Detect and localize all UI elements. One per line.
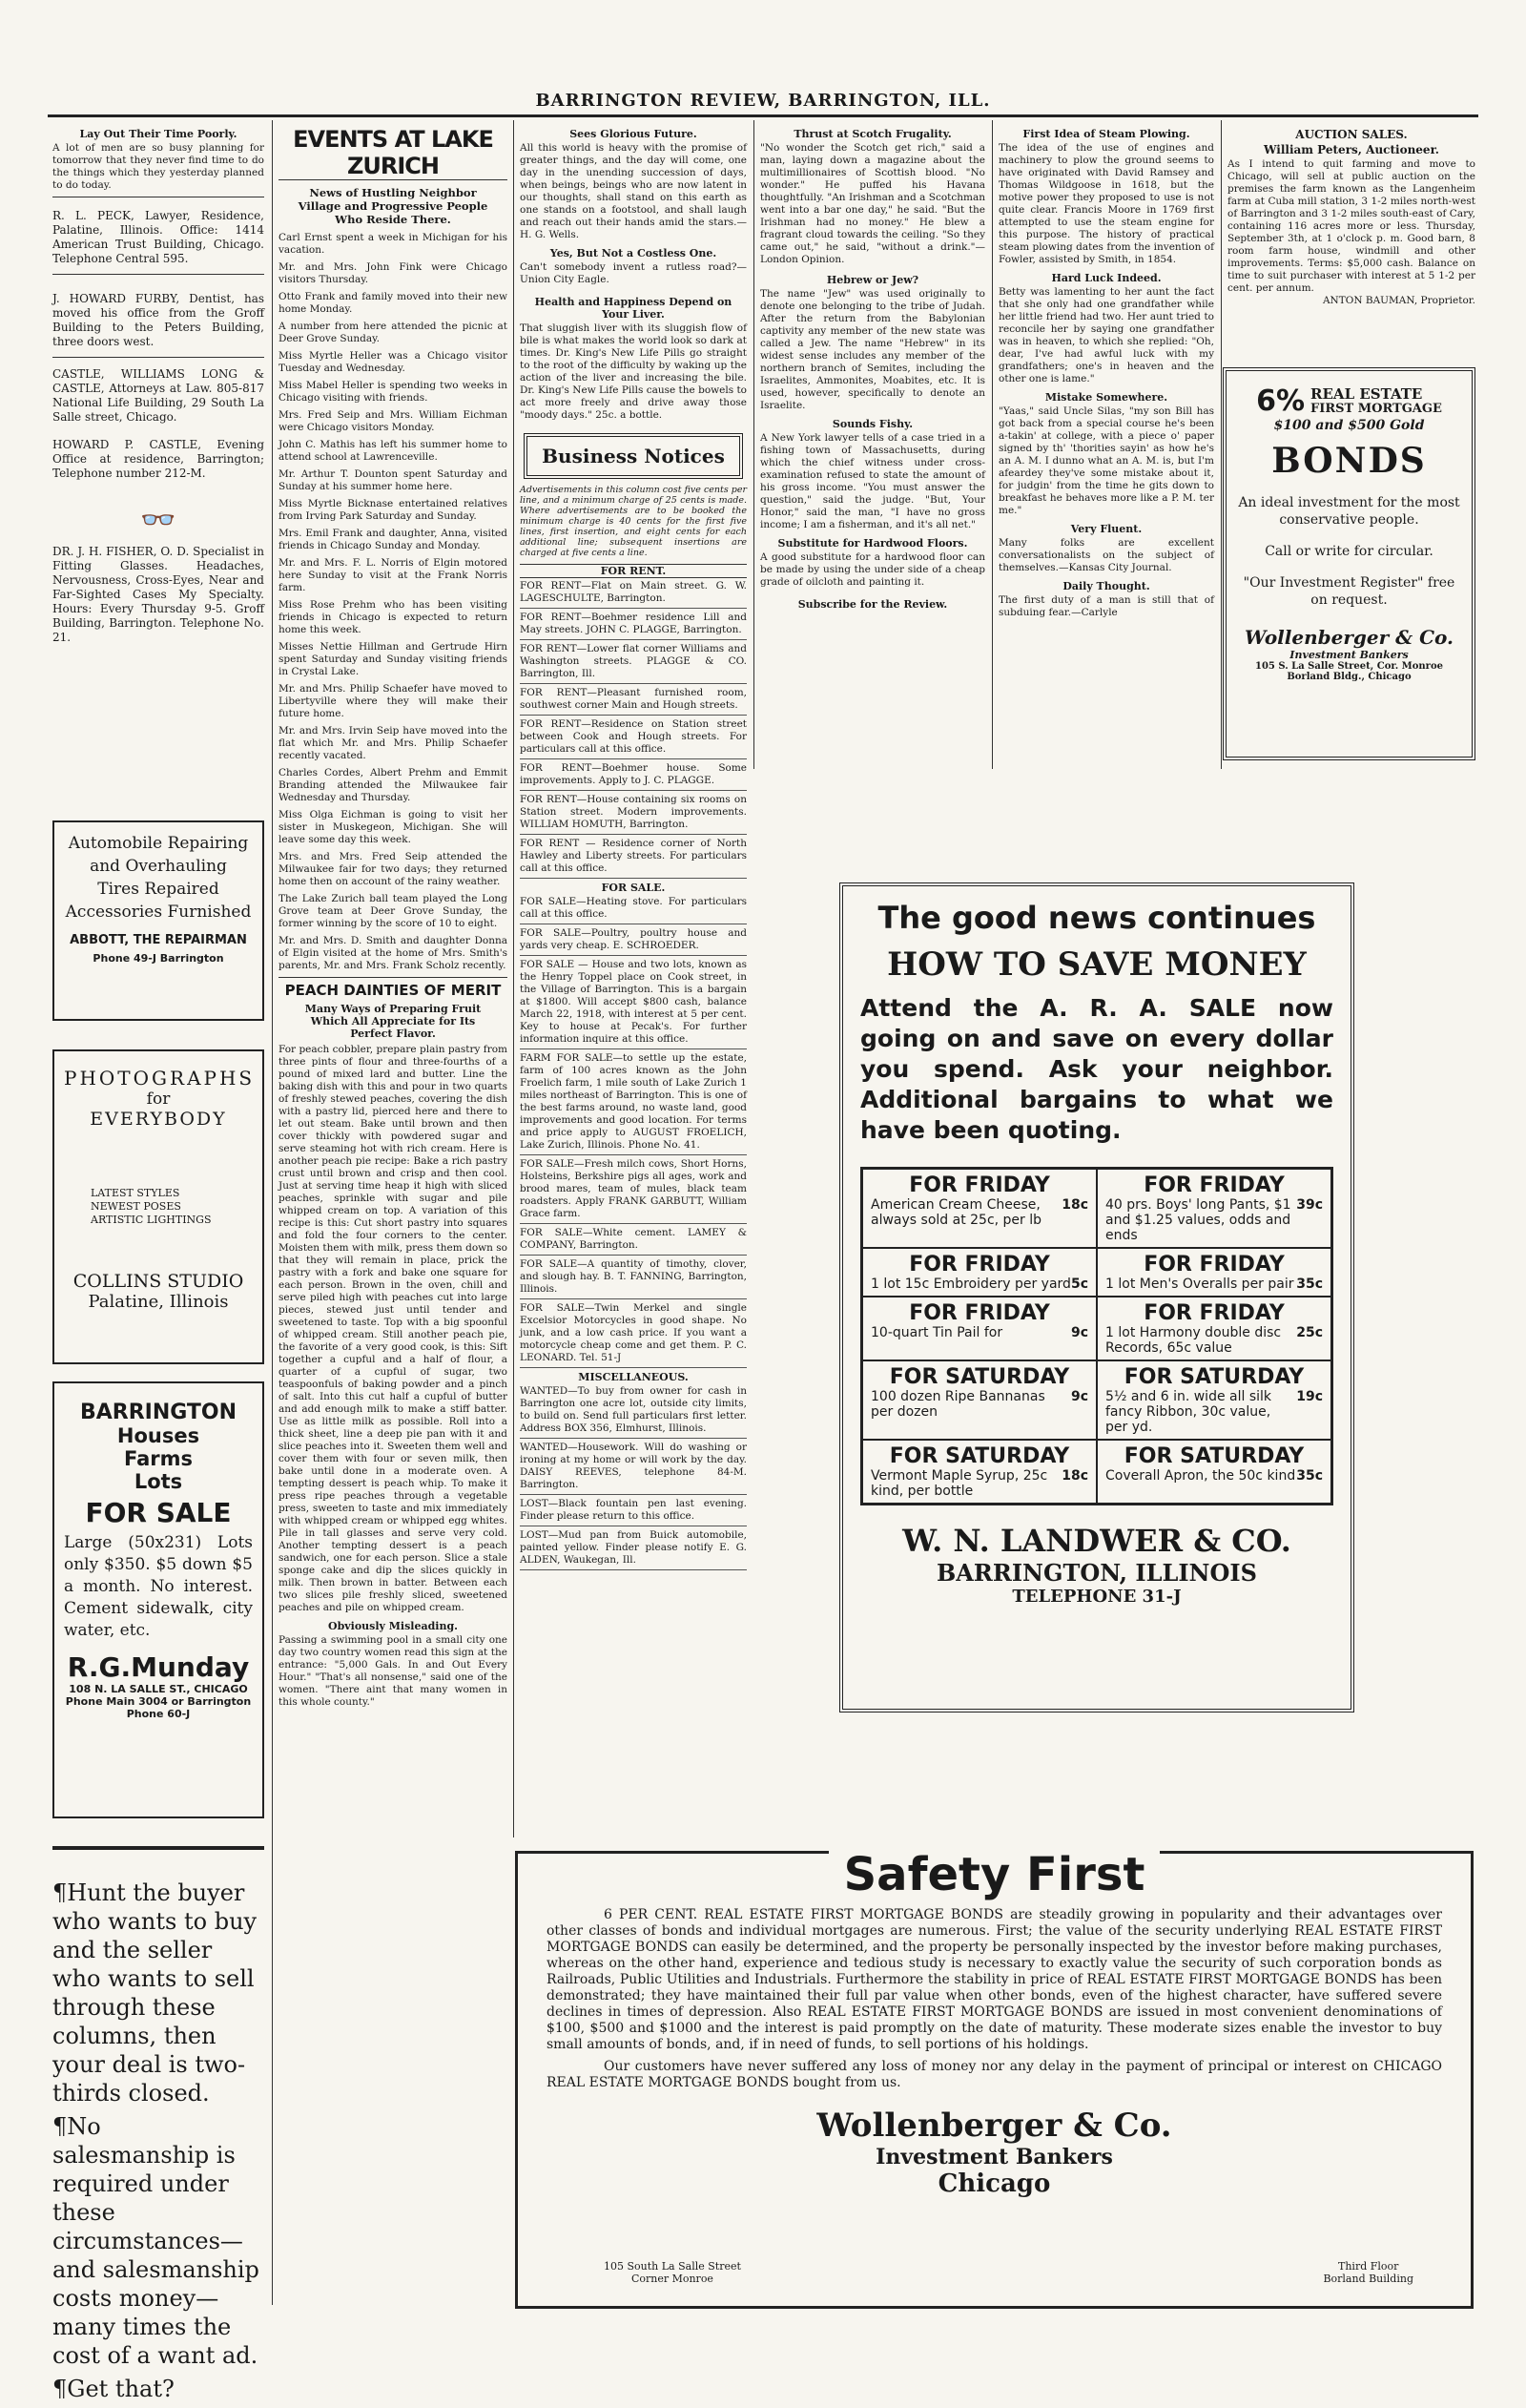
- column-rule: [753, 120, 754, 769]
- safety-first-ad: [515, 1848, 1474, 2309]
- for-sale-item: FOR SALE—Fresh milch cows, Short Horns, Holsteins, Berkshire pigs all ages, work and brood mares, team of mules, black team roadsters. Apply FRANK GARBUTT, William Grace farm.: [520, 1158, 747, 1224]
- safety-address-line: Corner Monroe: [630, 2273, 713, 2285]
- steam-title: First Idea of Steam Plowing.: [1022, 128, 1190, 140]
- lake-zurich-item: Miss Myrtle Bicknase entertained relatives from Irving Park Saturday and Sunday.: [278, 498, 507, 522]
- sale-item-description: American Cream Cheese, always sold at 25c, per lb: [871, 1197, 1042, 1228]
- sale-item: [862, 1297, 1097, 1360]
- landwer-firm: W. N. LANDWER & CO.: [902, 1523, 1291, 1559]
- misleading-text: Passing a swimming pool in a small city one day two country women read this sign at the entrance: "5,000 Gals. In and Out Every Hour." "That's all nonsense," said one of the women. "There aint that many women in this whole county.": [278, 1634, 507, 1708]
- column-3: [520, 126, 747, 1573]
- munday-line-1: BARRINGTON: [79, 1401, 237, 1424]
- howard-castle-card: HOWARD P. CASTLE, Evening Office at residence, Barrington; Telephone number 212-M.: [52, 438, 264, 480]
- business-notices-rates: Advertisements in this column cost five cents per line, and a minimum charge of 25 cents is made. Where advertisements are to be booked the minimum charge is 40 cents for the first five lines, first insertion, and eight cents for each additional line; subsequent insertions are charged at five cents a line.: [520, 485, 747, 558]
- sale-item: [1097, 1360, 1331, 1440]
- furby-card: J. HOWARD FURBY, Dentist, has moved his office from the Groff Building to the Peters Building, three doors west.: [52, 292, 264, 348]
- sale-item-description: 100 dozen Ripe Bannanas per dozen: [871, 1389, 1045, 1420]
- abbott-line-2: Tires Repaired: [97, 880, 219, 899]
- miscellaneous-item: LOST—Black fountain pen last evening. Finder please return to this office.: [520, 1498, 747, 1526]
- safety-address-left: [604, 2260, 741, 2285]
- bonds-address-1: 105 S. La Salle Street, Cor. Monroe: [1255, 661, 1443, 672]
- hunt-paragraph-1: ¶Hunt the buyer who wants to buy and the seller who wants to sell through these columns, then your deal is two-thirds closed.: [52, 1879, 258, 2107]
- auction-subtitle: William Peters, Auctioneer.: [1264, 143, 1439, 156]
- eyeglasses-icon: 👓: [140, 504, 176, 537]
- fluent-title: Very Fluent.: [1070, 523, 1143, 535]
- miscellaneous-list: [520, 1385, 747, 1570]
- peach-title: PEACH DAINTIES OF MERIT: [278, 977, 507, 999]
- lake-zurich-item: Otto Frank and family moved into their new home Monday.: [278, 291, 507, 315]
- for-rent-item: FOR RENT—House containing six rooms on Station street. Modern improvements. WILLIAM HOMUTH, Barrington.: [520, 794, 747, 835]
- want-ad-promo: [52, 1846, 264, 2408]
- for-rent-item: FOR RENT—Flat on Main street. G. W. LAGESCHULTE, Barrington.: [520, 580, 747, 609]
- hebrew-text: The name "Jew" was used originally to denote one belonging to the tribe of Judah. After the return from the Babylonian captivity any member of the new state was called a Jew. The name "Hebrew" in its widest sense includes any member of the northern branch of Semites, including the Israelites, Ammonites, Moabites, etc. It is used, however, specifically to denote an Israelite.: [760, 288, 985, 411]
- miscellaneous-item: WANTED—To buy from owner for cash in Barrington one acre lot, outside city limits, to build on. Send full particulars first letter. Address BOX 356, Elmhurst, Illinois.: [520, 1385, 747, 1439]
- lake-zurich-item: Miss Myrtle Heller was a Chicago visitor Tuesday and Wednesday.: [278, 350, 507, 374]
- sale-item-description: 1 lot 15c Embroidery per yard: [871, 1277, 1071, 1292]
- photo-line-3: EVERYBODY: [90, 1109, 227, 1130]
- landwer-telephone: TELEPHONE 31-J: [1012, 1587, 1182, 1607]
- lake-zurich-item: Misses Nettie Hillman and Gertrude Hirn spent Saturday and Sunday visiting friends in Crystal Lake.: [278, 641, 507, 677]
- sounds-text: A New York lawyer tells of a case tried in a fishing town of Massachusetts, during which the chief witness under cross-examination refused to state the amount of his gross income. "You must answer the question," said the judge. "But, Your Honor," said the man, "I have no gross income; I am a fisherman, and it's all net.": [760, 432, 985, 530]
- events-title: EVENTS AT LAKE ZURICH: [278, 126, 507, 180]
- sale-item-price: 19c: [1296, 1389, 1323, 1404]
- munday-for-sale: FOR SALE: [85, 1497, 232, 1528]
- lay-out-title: Lay Out Their Time Poorly.: [79, 128, 237, 140]
- sale-item-price: 9c: [1070, 1325, 1088, 1340]
- sale-item: [1097, 1248, 1331, 1297]
- abbott-line-1: Automobile Repairing and Overhauling: [68, 834, 249, 876]
- steam-text: The idea of the use of engines and machinery to plow the ground seems to have originated with David Ramsey and Thomas Wildgoose in 1618, but the motive power they proposed to use is not quite clear. Francis Moore in 1769 first attempted to use the steam engine for this purpose. The history of practical steam plowing dates from the invention of Fowler, assisted by Smith, in 1854.: [999, 142, 1214, 265]
- lake-zurich-item: Miss Mabel Heller is spending two weeks in Chicago visiting with friends.: [278, 380, 507, 404]
- for-rent-item: FOR RENT—Boehmer residence Lill and May streets. JOHN C. PLAGGE, Barrington.: [520, 612, 747, 640]
- bonds-address-2: Borland Bldg., Chicago: [1287, 672, 1412, 682]
- peck-card: R. L. PECK, Lawyer, Residence, Palatine, Illinois. Office: 1414 American Trust Building, Chicago. Telephone Central 595.: [52, 209, 264, 265]
- hunt-paragraph-2: ¶No salesmanship is required under these circumstances—and salesmanship costs money—many times the cost of a want ad.: [52, 2113, 259, 2369]
- sale-item-price: 35c: [1296, 1468, 1323, 1484]
- safety-investment: Investment Bankers: [876, 2145, 1113, 2169]
- sale-item: [862, 1440, 1097, 1504]
- fluent-text: Many folks are excellent conversationalists on the subject of themselves.—Kansas City Journal.: [999, 537, 1214, 573]
- landwer-city: BARRINGTON, ILLINOIS: [937, 1559, 1257, 1587]
- bonds-ideal: An ideal investment for the most conservative people.: [1238, 495, 1460, 528]
- hebrew-title: Hebrew or Jew?: [826, 274, 919, 286]
- sale-item-description: 1 lot Harmony double disc Records, 65c value: [1105, 1325, 1282, 1356]
- auction-signature: ANTON BAUMAN, Proprietor.: [1322, 295, 1475, 306]
- sale-item-price: 5c: [1070, 1277, 1088, 1292]
- bonds-investment: Investment Bankers: [1289, 649, 1409, 661]
- safety-title: Safety First: [829, 1848, 1161, 1901]
- daily-thought-text: The first duty of a man is still that of subduing fear.—Carlyle: [999, 594, 1214, 618]
- lake-zurich-item: A number from here attended the picnic at Deer Grove Sunday.: [278, 321, 507, 344]
- column-rule: [992, 120, 993, 769]
- sale-item-description: 10-quart Tin Pail for: [871, 1325, 1003, 1340]
- auction-title: AUCTION SALES.: [1295, 128, 1408, 141]
- lake-zurich-item: Mr. and Mrs. Irvin Seip have moved into the flat which Mr. and Mrs. Philip Schaefer recently vacated.: [278, 725, 507, 761]
- lake-zurich-item: John C. Mathis has left his summer home to attend school at Lawrenceville.: [278, 439, 507, 463]
- peach-text: For peach cobbler, prepare plain pastry from three pints of flour and three-fourths of a pound of mixed lard and butter. Line the baking dish with this and pour in two quarts of freshly stewed peaches, covering the dish with a pastry lid, pierced here and there to let out steam. Bake until brown and then cover thickly with powdered sugar and serve steaming hot with rich cream. Here is another peach pie recipe: Bake a rich pastry crust until brown and crisp and then cool. Just at serving time heap it high with sliced peaches, sprinkle with sugar and pile whipped cream on top. A variation of this recipe is this: Cut short pastry into squares and fold the four corners to the center. Moisten them with milk, press them down so that they will remain in place, prick the pastry with a fork and bake one square for each person. Brown in the oven, chill and serve piled high with peaches cut into large pieces, stewed just until tender and sweetened to taste. Top with a big spoonful of whipped cream. Still another peach pie, the favorite of a very good cook, is this: Sift together a cupful and a half of flour, a quarter of a cupful of sugar, two teaspoonfuls of baking powder and a pinch of salt. Into this cut half a cupful of butter and add enough milk to make a stiff batter. Use as little milk as possible. Roll into a thick sheet, line a deep pie pan with it and slice peaches into it. Sweeten them well and cover them with four or seven milk, then bake until done in a moderate oven. A tempting dessert is peach whip. To make it press ripe peaches through a vegetable press, sweeten to taste and mix immediately with whipped cream or whipped egg whites. Pile in tall glasses and serve very cold. Another tempting dessert is a peach sandwich, one for each person. Slice a stale sponge cake and dip the slices quickly in milk. Then brown in batter. Between each two slices pile freshly sliced, sweetened peaches and pile on whipped cream.: [278, 1044, 507, 1613]
- lake-zurich-item: Mrs. Fred Seip and Mrs. William Eichman were Chicago visitors Monday.: [278, 409, 507, 433]
- sale-item: [1097, 1297, 1331, 1360]
- for-sale-item: FOR SALE—Poultry, poultry house and yards very cheap. E. SCHROEDER.: [520, 927, 747, 956]
- sale-item-description: 1 lot Men's Overalls per pair: [1105, 1277, 1294, 1292]
- lake-zurich-item: Mrs. Emil Frank and daughter, Anna, visited friends in Chicago Sunday and Monday.: [278, 528, 507, 551]
- miscellaneous-item: LOST—Mud pan from Buick automobile, painted yellow. Finder please notify E. G. ALDEN, Waukegan, Ill.: [520, 1529, 747, 1570]
- safety-paragraph-2: Our customers have never suffered any loss of money nor any delay in the payment of principal or interest on CHICAGO REAL ESTATE MORTGAGE BONDS bought from us.: [546, 2059, 1442, 2090]
- events-items: [278, 232, 507, 972]
- substitute-title: Substitute for Hardwood Floors.: [777, 537, 968, 550]
- column-rule: [513, 120, 514, 1837]
- for-sale-item: FARM FOR SALE—to settle up the estate, farm of 100 acres known as the John Froelich farm, 1 mile south of Lake Zurich 1 miles northeast of Barrington. This is one of the best farms around, no waste land, good improvements and good location. For terms and price apply to AUGUST FROELICH, Lake Zurich, Illinois. Phone No. 41.: [520, 1052, 747, 1155]
- sale-item-price: 39c: [1296, 1197, 1323, 1213]
- sees-title: Sees Glorious Future.: [569, 128, 697, 140]
- sale-item-day: FOR FRIDAY: [909, 1253, 1050, 1277]
- bonds-firm: Wollenberger & Co.: [1245, 626, 1454, 649]
- munday-terms: Large (50x231) Lots only $350. $5 down $5 a month. No interest. Cement sidewalk, city water, etc.: [64, 1533, 253, 1640]
- thrust-text: "No wonder the Scotch get rich," said a man, laying down a magazine about the multimillionaires of Scottish blood. "No wonder." He puffed his Havana thoughtfully. "An Irishman and a Scotchman went into a bar one day," he said. "But the Irishman had no money." He blew a fragrant cloud towards the ceiling. "So they came out," he said, "without a drink."—London Opinion.: [760, 142, 985, 265]
- sale-item-day: FOR SATURDAY: [1124, 1444, 1305, 1468]
- hard-luck-text: Betty was lamenting to her aunt the fact that she only had one grandfather while her little friend had two. Her aunt tried to reconcile her by saying one grandfather was in heaven, to which she replied: "Oh, dear, I've had awful luck with my grandfathers; one's in heaven and the other one is lame.": [999, 286, 1214, 384]
- bonds-register: "Our Investment Register" free on request.: [1243, 575, 1455, 608]
- sounds-title: Sounds Fishy.: [832, 418, 914, 430]
- munday-phone-2: Phone 60-J: [126, 1708, 191, 1720]
- sees-text: All this world is heavy with the promise of greater things, and the day will come, one day in the unending succession of days, when beings, beings who are now latent in our thoughts, shall stand on this earth as one stands on a footstool, and shall laugh and reach out their hands amid the stars.—H. G. Wells.: [520, 142, 747, 240]
- for-rent-item: FOR RENT — Residence corner of North Hawley and Liberty streets. For particulars call at this office.: [520, 838, 747, 879]
- bonds-gold: $100 and $500 Gold: [1273, 418, 1425, 433]
- sale-item-price: 18c: [1062, 1197, 1088, 1213]
- landwer-save-money: HOW TO SAVE MONEY: [887, 945, 1307, 984]
- column-5: [999, 126, 1214, 619]
- sale-item-price: 25c: [1296, 1325, 1323, 1340]
- for-rent-item: FOR RENT—Lower flat corner Williams and Washington streets. PLAGGE & CO. Barrington, Ill.: [520, 643, 747, 684]
- bonds-first-mortgage: FIRST MORTGAGE: [1310, 401, 1442, 416]
- photo-line-4: LATEST STYLES: [91, 1187, 180, 1199]
- collins-studio-ad: [52, 1049, 264, 1364]
- castle-card: CASTLE, WILLIAMS LONG & CASTLE, Attorneys at Law. 805-817 National Life Building, 29 South La Salle street, Chicago.: [52, 367, 264, 424]
- abbott-ad: [52, 820, 264, 1021]
- sale-item: [862, 1248, 1097, 1297]
- safety-city: Chicago: [938, 2169, 1051, 2198]
- peach-subtitle: Many Ways of Preparing Fruit Which All Appreciate for Its Perfect Flavor.: [304, 1003, 482, 1040]
- mistake-title: Mistake Somewhere.: [1044, 391, 1168, 404]
- sale-item-day: FOR SATURDAY: [889, 1365, 1070, 1389]
- sale-item-price: 35c: [1296, 1277, 1323, 1292]
- yes-title: Yes, But Not a Costless One.: [549, 247, 717, 259]
- photo-line-8: Palatine, Illinois: [88, 1292, 229, 1312]
- bonds-real-estate: REAL ESTATE: [1310, 384, 1423, 403]
- safety-paragraph-1: 6 PER CENT. REAL ESTATE FIRST MORTGAGE BONDS are steadily growing in popularity and their advantages over other classes of bonds and individual mortgages are numerous. First; the value of the security underlying REAL ESTATE FIRST MORTGAGE BONDS can easily be determined, and the property be personally inspected by the investor before making purchases, whereas on the other hand, experience and tedious study is necessary to exactly value the security of such corporation bonds as Railroads, Public Utilities and Industrials. Furthermore the stability in price of REAL ESTATE FIRST MORTGAGE BONDS has been demonstrated; they have maintained their full par value when other bonds, even of the highest character, have suffered severe declines in times of depression. Also REAL ESTATE FIRST MORTGAGE BONDS are issued in most convenient denominations of $100, $500 and $1000 and the interest is paid promptly on the date of maturity. These moderate sizes enable the investor to buy small amounts of bonds, and, if in need of funds, to sell portions of his holdings.: [546, 1907, 1442, 2052]
- column-rule: [272, 120, 273, 2305]
- sale-item: [1097, 1169, 1331, 1248]
- landwer-intro: Attend the A. R. A. SALE now going on and save on every dollar you spend. Ask your neighbor. Additional bargains to what we have been quoting.: [860, 994, 1333, 1144]
- daily-thought-title: Daily Thought.: [1062, 580, 1150, 592]
- lake-zurich-item: Miss Rose Prehm who has been visiting friends in Chicago is expected to return home this week.: [278, 599, 507, 635]
- thrust-title: Thrust at Scotch Frugality.: [794, 128, 952, 140]
- column-1: [52, 126, 264, 645]
- business-notices-title: Business Notices: [524, 433, 743, 479]
- mistake-text: "Yaas," said Uncle Silas, "my son Bill has got back from a special course he's been a-takin' at college, with a piece o' paper signed by th' 'thorities sayin' as how he's an A. M. I dunno what an A. M. is, but I'm afeardey they've some mistake about it, for judgin' from the time he gits down to breakfast he behaves more like a P. M. ter me.": [999, 405, 1214, 516]
- sale-item-price: 9c: [1070, 1389, 1088, 1404]
- landwer-ad: [839, 882, 1354, 1713]
- sale-item-price: 18c: [1062, 1468, 1088, 1484]
- for-rent-header: FOR RENT.: [520, 564, 747, 578]
- sale-item-day: FOR FRIDAY: [1144, 1253, 1285, 1277]
- for-rent-item: FOR RENT—Pleasant furnished room, southwest corner Main and Hough streets.: [520, 687, 747, 716]
- sale-item-day: FOR SATURDAY: [1124, 1365, 1305, 1389]
- munday-ad: [52, 1381, 264, 1818]
- miscellaneous-header: MISCELLANEOUS.: [578, 1371, 689, 1383]
- munday-line-2: Houses: [116, 1424, 200, 1447]
- abbott-line-3: Accessories Furnished: [65, 903, 252, 922]
- lake-zurich-item: Mr. and Mrs. John Fink were Chicago visitors Thursday.: [278, 261, 507, 285]
- munday-line-4: Lots: [134, 1470, 183, 1493]
- hard-luck-title: Hard Luck Indeed.: [1051, 272, 1162, 284]
- sale-item: [862, 1169, 1097, 1248]
- sale-item-day: FOR FRIDAY: [1144, 1173, 1285, 1197]
- sale-item-description: 5½ and 6 in. wide all silk fancy Ribbon, 30c value, per yd.: [1105, 1389, 1272, 1435]
- for-rent-item: FOR RENT—Boehmer house. Some improvements. Apply to J. C. PLAGGE.: [520, 762, 747, 791]
- for-sale-header: FOR SALE.: [601, 882, 666, 894]
- for-sale-item: FOR SALE—Twin Merkel and single Excelsior Motorcycles in good shape. No junk, and a low cash price. If you want a motorcycle cheap come and get them. P. C. LEONARD. Tel. 51-J: [520, 1302, 747, 1368]
- photo-line-1: PHOTOGRAPHS: [64, 1067, 256, 1090]
- abbott-phone: Phone 49-J Barrington: [93, 952, 224, 965]
- bonds-percent: 6%: [1256, 384, 1306, 418]
- munday-address: 108 N. LA SALLE ST., CHICAGO: [69, 1683, 248, 1695]
- for-sale-item: FOR SALE—A quantity of timothy, clover, and slough hay. B. T. FANNING, Barrington, Illinois.: [520, 1258, 747, 1299]
- sale-item: [862, 1360, 1097, 1440]
- sale-item: [1097, 1440, 1331, 1504]
- sale-item-day: FOR SATURDAY: [889, 1444, 1070, 1468]
- lake-zurich-item: Mr. Arthur T. Dounton spent Saturday and Sunday at his summer home here.: [278, 468, 507, 492]
- column-rule: [1221, 120, 1222, 769]
- health-text: That sluggish liver with its sluggish flow of bile is what makes the world look so dark at times. Dr. King's New Life Pills go straight to the root of the difficulty by waking up the action of the liver and increasing the bile. Dr. King's New Life Pills cause the bowels to act more freely and drive away those "moody days." 25c. a bottle.: [520, 322, 747, 421]
- safety-address-line: 105 South La Salle Street: [604, 2260, 741, 2273]
- auction-text: As I intend to quit farming and move to Chicago, will sell at public auction on the premises the farm known as the Langenheim farm at Cuba mill station, 3 1-2 miles north-west of Barrington and 3 1-2 miles south-east of Cary, containing 116 acres more or less. Thursday, September 3th, at 1 o'clock p. m. Good barn, 8 room farm house, windmill and other improvements. Terms: $5,000 cash. Balance on time to suit purchaser with interest at 5 1-2 per cent. per annum.: [1227, 158, 1475, 294]
- munday-phone: Phone Main 3004 or Barrington: [65, 1695, 252, 1708]
- safety-firm: Wollenberger & Co.: [816, 2107, 1172, 2145]
- munday-name: R.G.Munday: [67, 1651, 250, 1683]
- masthead-rule: [48, 114, 1478, 117]
- munday-line-3: Farms: [123, 1447, 194, 1470]
- lake-zurich-item: Mr. and Mrs. D. Smith and daughter Donna of Elgin visited at the home of Mrs. Smith's parents, Mr. and Mrs. Frank Scholz recently.: [278, 935, 507, 971]
- lake-zurich-item: Charles Cordes, Albert Prehm and Emmit Branding attended the Milwaukee fair Wednesday and Thursday.: [278, 767, 507, 803]
- lake-zurich-item: Miss Olga Eichman is going to visit her sister in Muskegeon, Michigan. She will leave some day this week.: [278, 809, 507, 845]
- sale-item-description: Vermont Maple Syrup, 25c kind, per bottle: [871, 1468, 1048, 1499]
- bonds-call: Call or write for circular.: [1265, 544, 1433, 559]
- lake-zurich-item: Mrs. and Mrs. Fred Seip attended the Milwaukee fair for two days; they returned home then on account of the rainy weather.: [278, 851, 507, 887]
- lake-zurich-item: Mr. and Mrs. Philip Schaefer have moved to Libertyville where they will make their future home.: [278, 683, 507, 719]
- photo-line-2: for: [146, 1090, 171, 1109]
- safety-address-line: Borland Building: [1323, 2273, 1413, 2285]
- landwer-headline: The good news continues: [877, 900, 1316, 936]
- safety-address-right: [1323, 2260, 1413, 2285]
- column-2: [278, 126, 507, 1709]
- sale-item-description: 40 prs. Boys' long Pants, $1 and $1.25 values, odds and ends: [1105, 1197, 1291, 1243]
- sale-item-day: FOR FRIDAY: [1144, 1301, 1285, 1325]
- hunt-paragraph-3: ¶Get that?: [52, 2376, 175, 2402]
- for-sale-item: FOR SALE—White cement. LAMEY & COMPANY, Barrington.: [520, 1227, 747, 1256]
- abbott-name: ABBOTT, THE REPAIRMAN: [70, 933, 247, 947]
- for-sale-list: [520, 896, 747, 1368]
- miscellaneous-item: WANTED—Housework. Will do washing or ironing at my home or will work by the day. DAISY REEVES, telephone 84-M. Barrington.: [520, 1442, 747, 1495]
- sale-item-day: FOR FRIDAY: [909, 1173, 1050, 1197]
- subscribe-note: Subscribe for the Review.: [797, 598, 948, 611]
- bonds-ad: [1223, 367, 1475, 760]
- photo-line-5: NEWEST POSES: [91, 1200, 181, 1213]
- safety-address-line: Third Floor: [1338, 2260, 1399, 2273]
- substitute-text: A good substitute for a hardwood floor can be made by using the under side of a cheap grade of oilcloth and painting it.: [760, 551, 985, 588]
- bonds-title: BONDS: [1271, 441, 1427, 481]
- lake-zurich-item: Mr. and Mrs. F. L. Norris of Elgin motored here Sunday to visit at the Frank Norris farm.: [278, 557, 507, 593]
- sale-item-day: FOR FRIDAY: [909, 1301, 1050, 1325]
- sale-item-description: Coverall Apron, the 50c kind: [1105, 1468, 1296, 1484]
- for-sale-item: FOR SALE—Heating stove. For particulars call at this office.: [520, 896, 747, 924]
- photo-line-6: ARTISTIC LIGHTINGS: [91, 1214, 212, 1226]
- photo-line-7: COLLINS STUDIO: [72, 1271, 244, 1292]
- lay-out-text: A lot of men are so busy planning for tomorrow that they never find time to do the things which they yesterday planned to do today.: [52, 142, 264, 191]
- for-rent-item: FOR RENT—Residence on Station street between Cook and Hough streets. For particulars call at this office.: [520, 718, 747, 759]
- misleading-title: Obviously Misleading.: [327, 1620, 458, 1632]
- events-subtitle: News of Hustling Neighbor Village and Progressive People Who Reside There.: [298, 186, 488, 226]
- lake-zurich-item: The Lake Zurich ball team played the Long Grove team at Deer Grove Sunday, the former winning by the score of 10 to eight.: [278, 893, 507, 929]
- column-6: [1227, 126, 1475, 307]
- yes-text: Can't somebody invent a rutless road?—Union City Eagle.: [520, 261, 747, 285]
- health-title: Health and Happiness Depend on Your Liver.: [534, 296, 732, 321]
- masthead: BARRINGTON REVIEW, BARRINGTON, ILL.: [535, 91, 991, 111]
- fisher-card: DR. J. H. FISHER, O. D. Specialist in Fitting Glasses. Headaches, Nervousness, Cross-Eyes, Near and Far-Sighted Cases My Specialty. Hours: Every Thursday 9-5. Groff Building, Barrington. Telephone No. 21.: [52, 545, 264, 644]
- column-4: [760, 126, 985, 612]
- for-sale-item: FOR SALE — House and two lots, known as the Henry Toppel place on Cook street, in the Village of Barrington. This is a bargain at $1800. Will accept $800 cash, balance March 22, 1918, with interest at 5 per cent. Key to house at Pecak's. For further information inquire at this office.: [520, 959, 747, 1049]
- for-rent-list: [520, 580, 747, 879]
- lake-zurich-item: Carl Ernst spent a week in Michigan for his vacation.: [278, 232, 507, 256]
- landwer-sale-grid: [860, 1167, 1333, 1505]
